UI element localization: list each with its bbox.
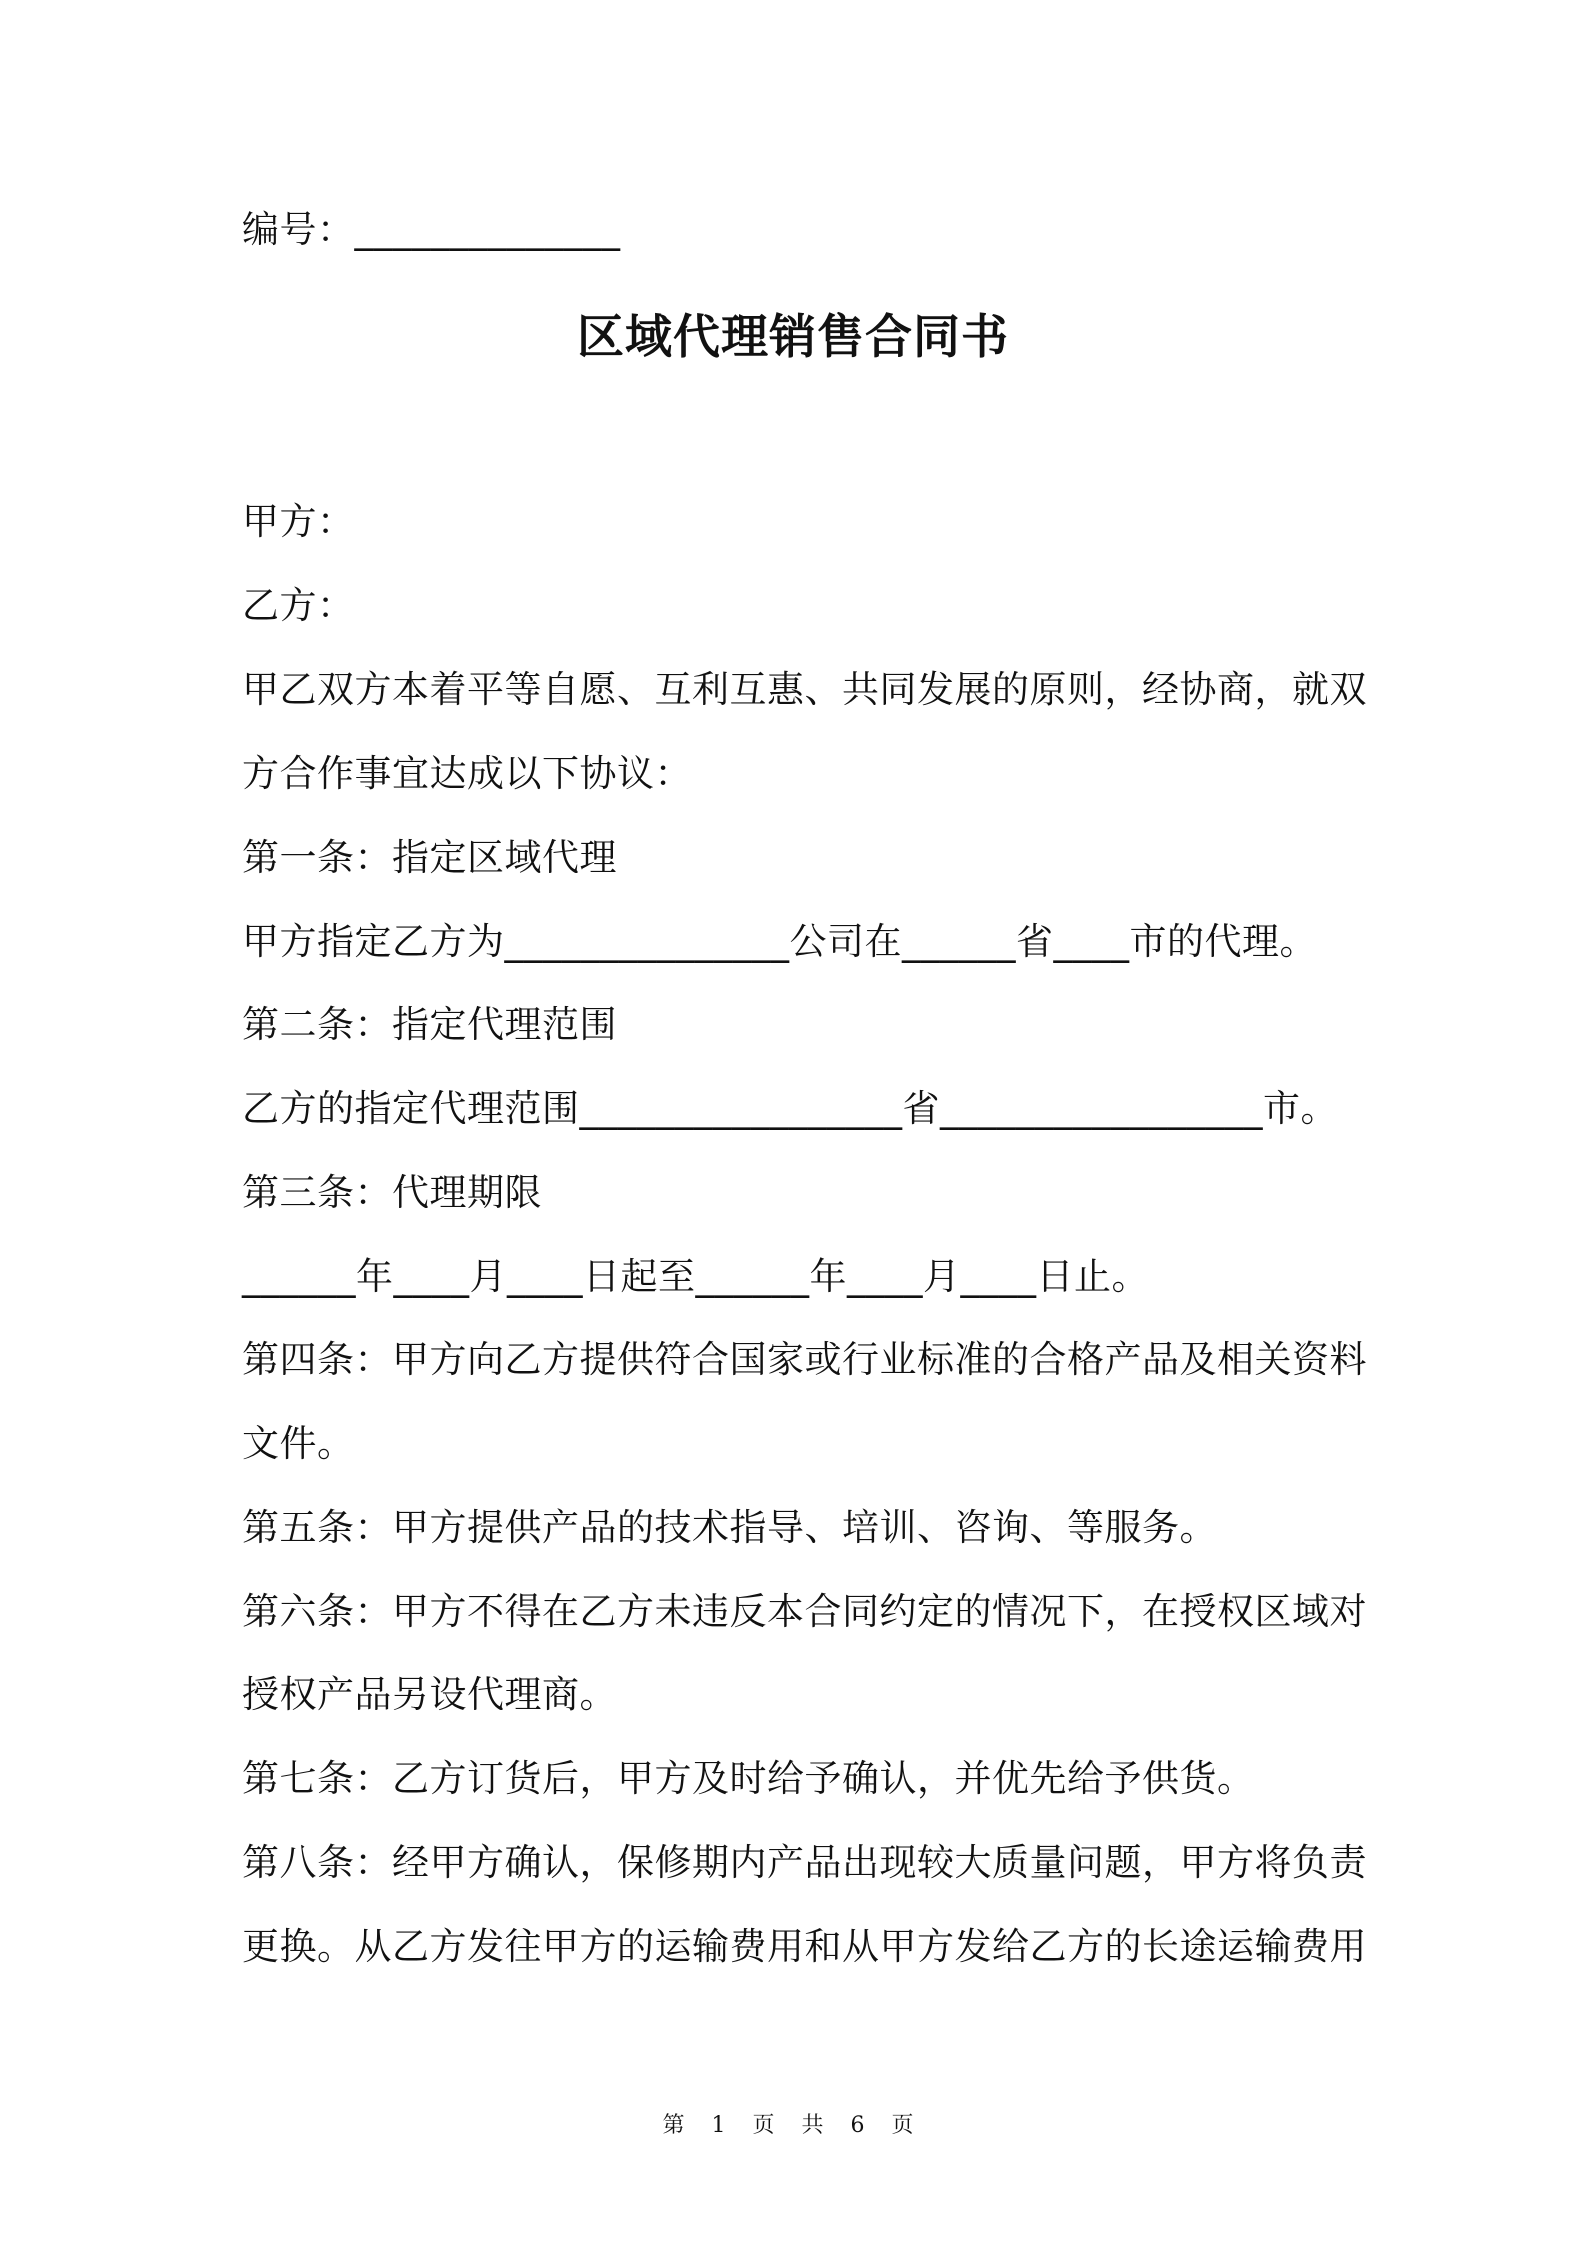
- article-4-line-2: 文件。: [242, 1422, 355, 1465]
- preamble-line-2: 方合作事宜达成以下协议：: [242, 752, 692, 795]
- preamble-line-1: 甲乙双方本着平等自愿、互利互惠、共同发展的原则，经协商，就双: [242, 668, 1367, 711]
- article-2-heading: 第二条：指定代理范围: [242, 1003, 617, 1046]
- contract-number-line: 编号：______________: [242, 208, 621, 251]
- article-3-heading: 第三条：代理期限: [242, 1171, 542, 1214]
- party-a-line: 甲方：: [242, 500, 355, 543]
- article-1-heading: 第一条：指定区域代理: [242, 836, 617, 879]
- article-8-line-1: 第八条：经甲方确认，保修期内产品出现较大质量问题，甲方将负责: [242, 1841, 1367, 1884]
- article-3-body: ______年____月____日起至______年____月____日止。: [242, 1255, 1149, 1298]
- page-indicator: 第 1 页 共 6 页: [662, 2113, 924, 2138]
- article-6-line-1: 第六条：甲方不得在乙方未违反本合同约定的情况下，在授权区域对: [242, 1590, 1367, 1633]
- article-4-line-1: 第四条：甲方向乙方提供符合国家或行业标准的合格产品及相关资料: [242, 1338, 1367, 1381]
- article-7: 第七条：乙方订货后，甲方及时给予确认，并优先给予供货。: [242, 1757, 1255, 1800]
- article-5: 第五条：甲方提供产品的技术指导、培训、咨询、等服务。: [242, 1506, 1217, 1549]
- article-1-body: 甲方指定乙方为_______________公司在______省____市的代理。: [242, 920, 1317, 963]
- document-title: 区域代理销售合同书: [577, 310, 1009, 365]
- party-b-line: 乙方：: [242, 584, 355, 627]
- article-8-line-2: 更换。从乙方发往甲方的运输费用和从甲方发给乙方的长途运输费用: [242, 1925, 1367, 1968]
- article-6-line-2: 授权产品另设代理商。: [242, 1673, 617, 1716]
- article-2-body: 乙方的指定代理范围_________________省_________________市。: [242, 1087, 1338, 1130]
